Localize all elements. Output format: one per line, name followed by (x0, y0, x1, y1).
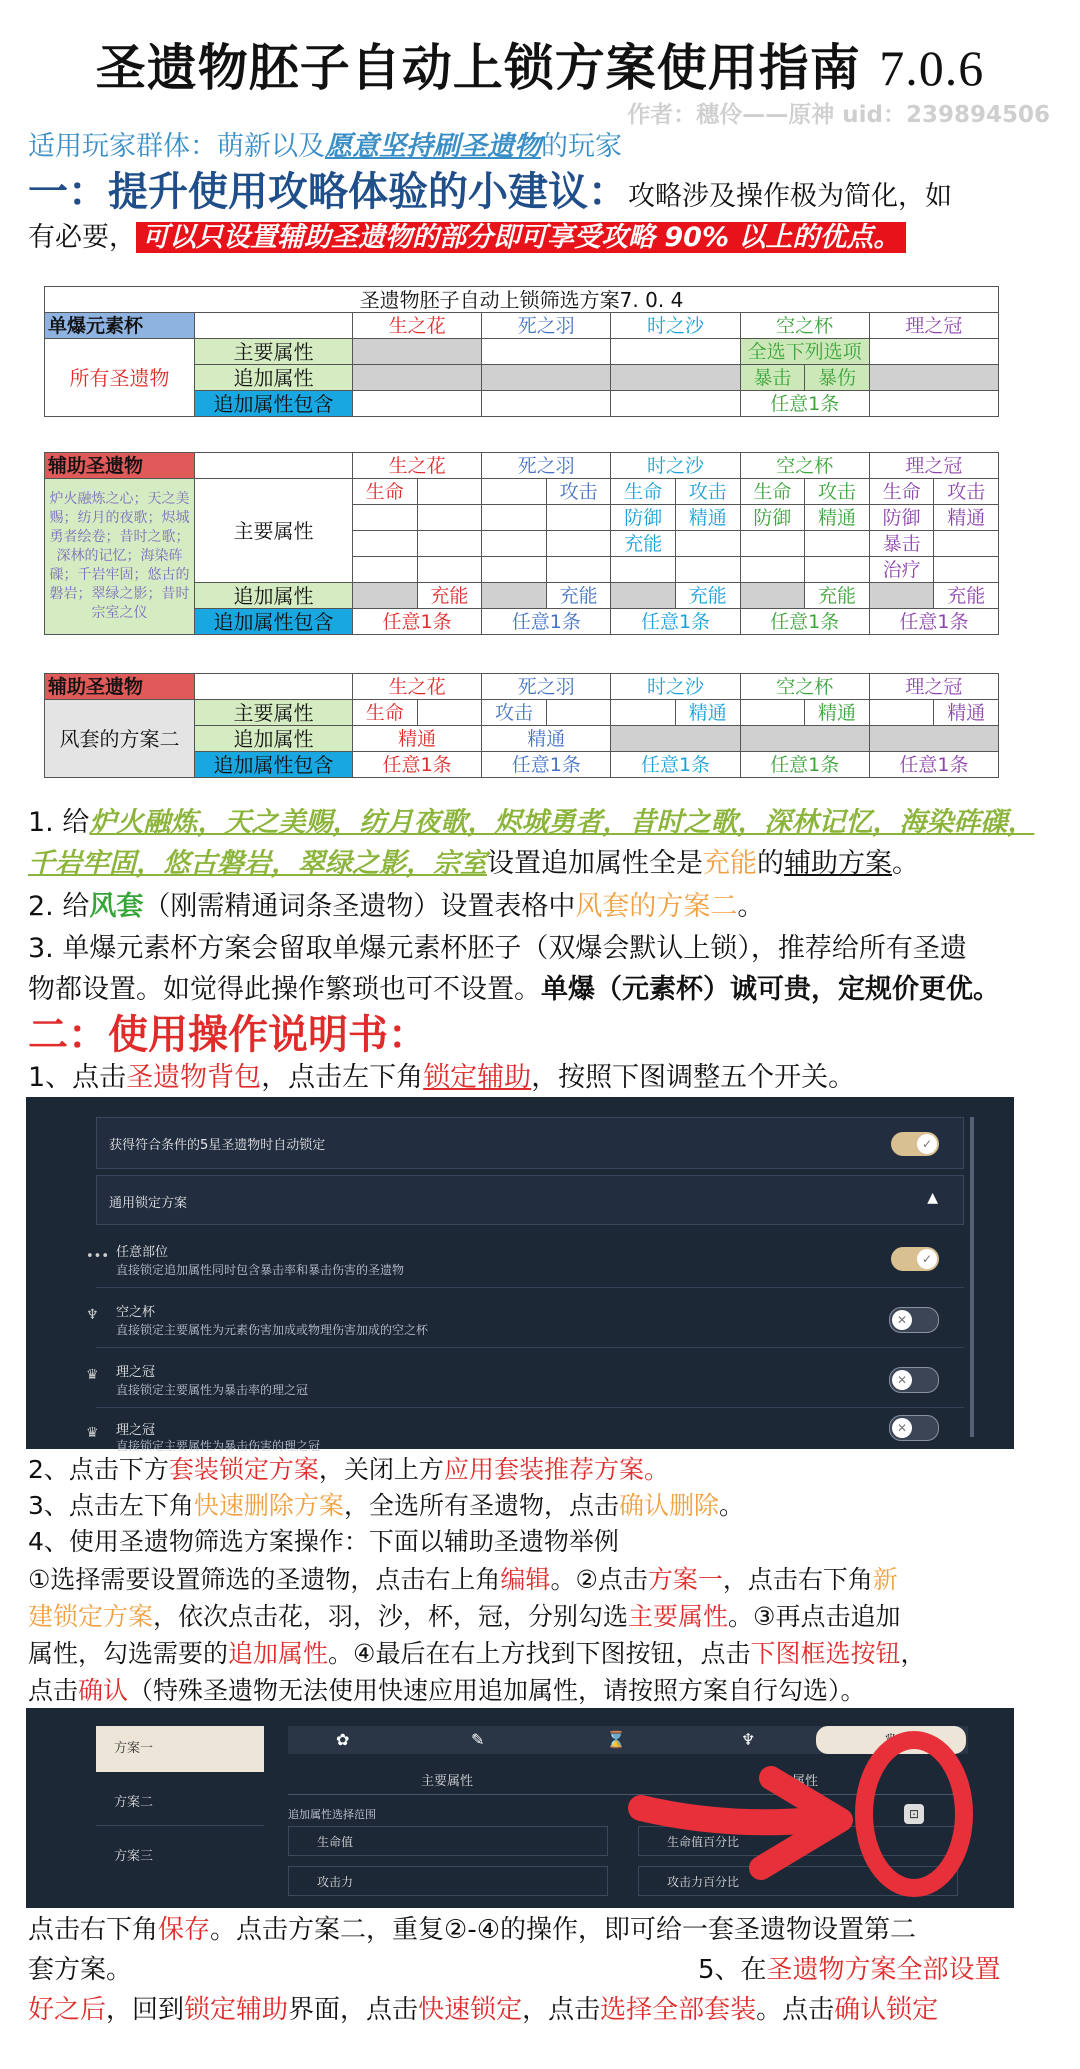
table-support-artifacts: 辅助圣遗物 生之花 死之羽 时之沙 空之杯 理之冠 炉火融炼之心；天之美赐；纺月的夜歌；烬城勇者绘卷；昔时之歌；深林的记忆；海染砗磲；千岩牢固；悠古的磐岩；翠绿之影；昔时宗室之仪 主要属性 生命 攻击 生命 攻击 生命 攻击 生命 攻击 防御 精通 防御 精通 防御 精通 充能 暴击 治疗 追加属性 充能 充能 充能 充能 充能 追加属性包含 任意1条 任意1条 任意1条 任意1条 任意1条 (44, 452, 999, 635)
quick-apply-button[interactable]: ⊡ (904, 1804, 924, 1824)
plan-tab-1[interactable]: 方案一 (96, 1726, 264, 1772)
tip-2: 2. 给风套（刚需精通词条圣遗物）设置表格中风套的方案二。 (28, 891, 765, 922)
step-3: 3、点击左下角快速删除方案，全选所有圣遗物，点击确认删除。 (28, 1491, 744, 1520)
option-hp-percent[interactable]: 生命值百分比 (638, 1826, 958, 1856)
table-single-crit-goblet: 圣遗物胚子自动上锁筛选方案7. 0. 4 单爆元素杯 生之花 死之羽 时之沙 空之杯 理之冠 所有圣遗物 主要属性 全选下列选项 追加属性 暴击 暴伤 追加属性包含 任意1条 (44, 286, 999, 417)
circlet-icon[interactable]: ♛ (816, 1726, 966, 1754)
plume-icon[interactable]: ✎ (471, 1730, 485, 1749)
screenshot-lock-settings: 获得符合条件的5星圣遗物时自动锁定 ✓ 通用锁定方案 ▲ ••• 任意部位 直接锁定追加属性同时包含暴击率和暴击伤害的圣遗物 ✓ ♆ 空之杯 直接锁定主要属性为元素伤害加成或物理伤害加成的空之杯 ✕ ♛ 理之冠 直接锁定主要属性为暴击率的理之冠 ✕ ♛ 理之冠 直接锁定主要属性为暴击伤害的理之冠 ✕ (26, 1097, 1014, 1449)
option-atk[interactable]: 攻击力 (288, 1866, 608, 1896)
sands-icon[interactable]: ⌛ (606, 1730, 626, 1749)
set-list: 炉火融炼之心；天之美赐；纺月的夜歌；烬城勇者绘卷；昔时之歌；深林的记忆；海染砗磲；千岩牢固；悠古的磐岩；翠绿之影；昔时宗室之仪 (45, 479, 195, 635)
group-label: 风套的方案二 (45, 700, 195, 778)
group-label: 所有圣遗物 (45, 339, 195, 417)
table-header: 单爆元素杯 (45, 313, 195, 339)
tab-main-stat[interactable]: 主要属性 (421, 1774, 474, 1789)
toggle-circlet-crit-rate[interactable]: ✕ (889, 1367, 939, 1393)
plan-tab-2[interactable]: 方案二 (96, 1780, 264, 1826)
section1: 一：提升使用攻略体验的小建议：攻略涉及操作极为简化，如 有必要， 可以只设置辅助圣遗物的部分即可享受攻略 90% 以上的优点。 (28, 169, 952, 253)
page-title: 圣遗物胚子自动上锁方案使用指南 7.0.6 (95, 39, 985, 97)
tab-sub-stat[interactable]: 追加属性 (766, 1774, 819, 1789)
section1-heading: 一：提升使用攻略体验的小建议： (28, 169, 628, 215)
toggle-auto-lock[interactable]: ✓ (891, 1132, 939, 1156)
option-atk-percent[interactable]: 攻击力百分比 (638, 1866, 958, 1896)
toggle-any-slot[interactable]: ✓ (891, 1247, 939, 1271)
audience-line: 适用玩家群体：萌新以及愿意坚持刷圣遗物的玩家 (28, 131, 622, 162)
any-slot-icon: ••• (86, 1249, 110, 1264)
collapse-icon[interactable]: ▲ (927, 1190, 938, 1206)
table-viridescent-plan2: 辅助圣遗物 生之花 死之羽 时之沙 空之杯 理之冠 风套的方案二 主要属性 生命 攻击 精通 精通 精通 追加属性 精通 精通 追加属性包含 任意1条 任意1条 任意1条 任意1条 任意1条 (44, 673, 999, 778)
tip-3: 3. 单爆元素杯方案会留取单爆元素杯胚子（双爆会默认上锁），推荐给所有圣遗 物都设置。如觉得此操作繁琐也可不设置。单爆（元素杯）诚可贵，定规价更优。 (28, 933, 1000, 1005)
screenshot-plan-editor: 方案一 方案二 方案三 ✿ ✎ ⌛ ♆ ♛ 主要属性 追加属性 追加属性选择范围 生命值 生命值百分比 攻击力 攻击力百分比 ⊡ (26, 1708, 1014, 1908)
step-4-save: 点击右下角保存。点击方案二，重复②-④的操作，即可给一套圣遗物设置第二 套方案。 (28, 1915, 917, 1985)
table-caption: 圣遗物胚子自动上锁筛选方案7. 0. 4 (45, 287, 999, 313)
table-header: 辅助圣遗物 (45, 674, 195, 700)
toggle-goblet[interactable]: ✕ (889, 1307, 939, 1333)
section2-heading: 二：使用操作说明书： (28, 1012, 428, 1058)
step-4: 4、使用圣遗物筛选方案操作：下面以辅助圣遗物举例 (28, 1527, 619, 1556)
circlet-icon: ♛ (86, 1367, 99, 1383)
goblet-icon[interactable]: ♆ (741, 1730, 756, 1749)
step-5: 5、在圣遗物方案全部设置 好之后，回到锁定辅助界面，点击快速锁定，点击选择全部套装。点击确认锁定 (28, 1955, 1001, 2025)
tip-1: 1. 给炉火融炼，天之美赐，纺月夜歌，烬城勇者，昔时之歌，深林记忆，海染砗磲，千岩牢固，悠古磐岩，翠绿之影，宗室设置追加属性全是充能的辅助方案。 (28, 807, 1035, 879)
circlet-icon: ♛ (86, 1425, 99, 1441)
author-watermark: 作者：穗伶——原神 uid：239894506 (627, 102, 1050, 128)
highlight-note: 可以只设置辅助圣遗物的部分即可享受攻略 90% 以上的优点。 (136, 222, 906, 253)
step-1: 1、点击圣遗物背包，点击左下角锁定辅助，按照下图调整五个开关。 (28, 1062, 856, 1093)
step-2: 2、点击下方套装锁定方案，关闭上方应用套装推荐方案。 (28, 1455, 669, 1484)
table-header: 辅助圣遗物 (45, 453, 195, 479)
option-hp[interactable]: 生命值 (288, 1826, 608, 1856)
goblet-icon: ♆ (86, 1307, 99, 1323)
red-annotation (26, 1708, 1014, 1908)
step-4-detail: ①选择需要设置筛选的圣遗物，点击右上角编辑。②点击方案一，点击右下角新 建锁定方案，依次点击花，羽，沙，杯，冠，分别勾选主要属性。③再点击追加 属性，勾选需要的追加属性。④最后在右上方找到下图按钮，点击下图框选按钮， 点击确认（特殊圣遗物无法使用快速应用追加属性，请按照方案自行勾选）。 (28, 1565, 926, 1705)
plan-tab-3[interactable]: 方案三 (114, 1849, 154, 1864)
flower-icon[interactable]: ✿ (336, 1730, 350, 1749)
toggle-circlet-crit-dmg[interactable]: ✕ (889, 1415, 939, 1441)
